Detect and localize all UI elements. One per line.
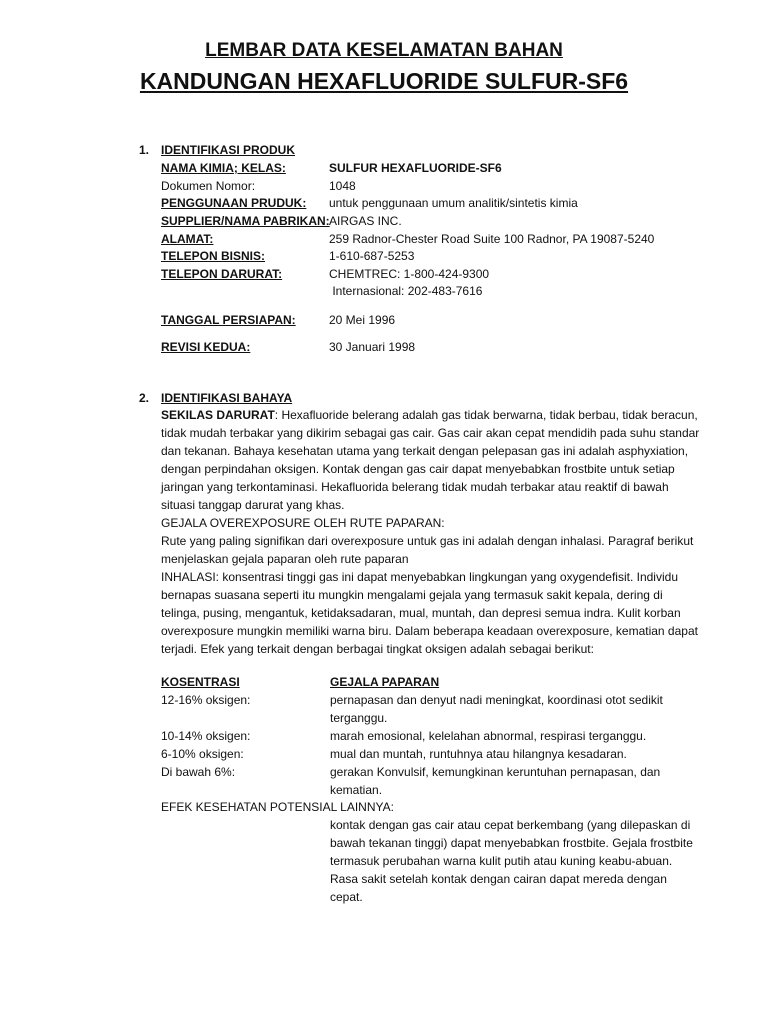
table-cell-concentration: 12-16% oksigen:	[161, 693, 251, 707]
field-row-international-phone	[161, 283, 482, 301]
field-value: SULFUR HEXAFLUORIDE-SF6	[329, 161, 502, 175]
field-label: REVISI KEDUA:	[161, 340, 251, 354]
section-2-number: 2.	[139, 391, 150, 405]
document-subtitle: KANDUNGAN HEXAFLUORIDE SULFUR-SF6	[139, 68, 629, 94]
field-label: TELEPON BISNIS:	[161, 249, 266, 263]
field-label: Dokumen Nomor:	[161, 179, 256, 193]
field-value: untuk penggunaan umum analitik/sintetis kimia	[329, 196, 578, 210]
field-row-product-use	[161, 195, 578, 213]
table-cell-concentration: 6-10% oksigen:	[161, 747, 244, 761]
field-row-chemical-name	[161, 160, 502, 178]
field-label: TANGGAL PERSIAPAN:	[161, 313, 296, 327]
field-row-emergency-phone	[161, 266, 489, 284]
other-effects-paragraph: kontak dengan gas cair atau cepat berkembang (yang dilepaskan di bawah tekanan tinggi) dapat menyebabkan frostbite. Gejala frostbite termasuk perubahan warna kulit putih atau kuning keabu-abuan. Rasa sakit setelah kontak dengan cairan dapat mereda dengan cepat.	[330, 818, 693, 904]
field-row-second-revision	[161, 339, 415, 357]
field-label: ALAMAT:	[161, 232, 214, 246]
field-row-address	[161, 231, 654, 249]
field-row-document-number	[161, 178, 356, 196]
field-value: AIRGAS INC.	[329, 214, 402, 228]
field-label: PENGGUNAAN PRUDUK:	[161, 196, 307, 210]
field-value: 259 Radnor-Chester Road Suite 100 Radnor, PA 19087-5240	[329, 232, 655, 246]
table-header-concentration: KOSENTRASI	[161, 675, 240, 689]
section-1-title: IDENTIFIKASI PRODUK	[161, 143, 296, 157]
table-header-symptoms: GEJALA PAPARAN	[330, 675, 440, 689]
section-1-number: 1.	[139, 143, 150, 157]
field-value: 1048	[329, 179, 356, 193]
field-label: TELEPON DARURAT:	[161, 267, 283, 281]
field-value: 30 Januari 1998	[329, 340, 416, 354]
route-paragraph: Rute yang paling signifikan dari overexposure untuk gas ini adalah dengan inhalasi. Paragraf berikut menjelaskan gejala paparan oleh rute paparan	[161, 534, 694, 566]
section-2-title: IDENTIFIKASI BAHAYA	[161, 391, 293, 405]
table-cell-symptom: marah emosional, kelelahan abnormal, respirasi terganggu.	[330, 729, 647, 743]
field-label: NAMA KIMIA; KELAS:	[161, 161, 286, 175]
other-effects-heading: EFEK KESEHATAN POTENSIAL LAINNYA:	[161, 800, 394, 814]
symptoms-heading: GEJALA OVEREXPOSURE OLEH RUTE PAPARAN:	[161, 516, 445, 530]
document-title: LEMBAR DATA KESELAMATAN BAHAN	[205, 40, 563, 61]
emergency-overview-label: SEKILAS DARURAT	[161, 408, 275, 422]
table-cell-concentration: 10-14% oksigen:	[161, 729, 251, 743]
field-row-supplier	[161, 213, 402, 231]
field-row-business-phone	[161, 248, 414, 266]
table-cell-symptom: pernapasan dan denyut nadi meningkat, koordinasi otot sedikit terganggu.	[330, 693, 663, 725]
field-value: CHEMTREC: 1-800-424-9300	[329, 267, 490, 281]
table-cell-symptom: mual dan muntah, runtuhnya atau hilangnya kesadaran.	[330, 747, 627, 761]
inhalation-paragraph: INHALASI: konsentrasi tinggi gas ini dapat menyebabkan lingkungan yang oxygendefisit. Individu bernapas suasana seperti itu mungkin mengalami gejala yang termasuk sakit kepala, dering di telinga, pusing, mengantuk, ketidaksadaran, mual, muntah, dan depresi semua indra. Kulit korban overexposure mungkin memiliki warna biru. Dalam beberapa keadaan overexposure, kematian dapat terjadi. Efek yang terkait dengan berbagai tingkat oksigen adalah sebagai berikut:	[161, 570, 698, 656]
field-value: 1-610-687-5253	[329, 249, 415, 263]
table-cell-concentration: Di bawah 6%:	[161, 765, 236, 779]
field-value: Internasional: 202-483-7616	[329, 284, 483, 298]
table-cell-symptom: gerakan Konvulsif, kemungkinan keruntuhan pernapasan, dan kematian.	[330, 765, 661, 797]
emergency-overview-text: : Hexafluoride belerang adalah gas tidak berwarna, tidak berbau, tidak beracun, tidak mudah terbakar yang dikirim sebagai gas cair. Gas cair akan cepat mendidih pada suhu standar dan tekanan. Bahaya kesehatan utama yang terkait dengan pelepasan gas ini adalah asphyxiation, dengan perpindahan oksigen. Kontak dengan gas cair dapat menyebabkan frostbite untuk setiap jaringan yang terkontaminasi. Hekafluorida belerang tidak mudah terbakar atau reaktif di bawah situasi tanggap darurat yang khas.	[161, 408, 700, 512]
field-row-preparation-date	[161, 312, 395, 330]
emergency-overview-paragraph	[161, 407, 701, 514]
field-label: SUPPLIER/NAMA PABRIKAN:	[161, 214, 330, 228]
field-value: 20 Mei 1996	[329, 313, 396, 327]
